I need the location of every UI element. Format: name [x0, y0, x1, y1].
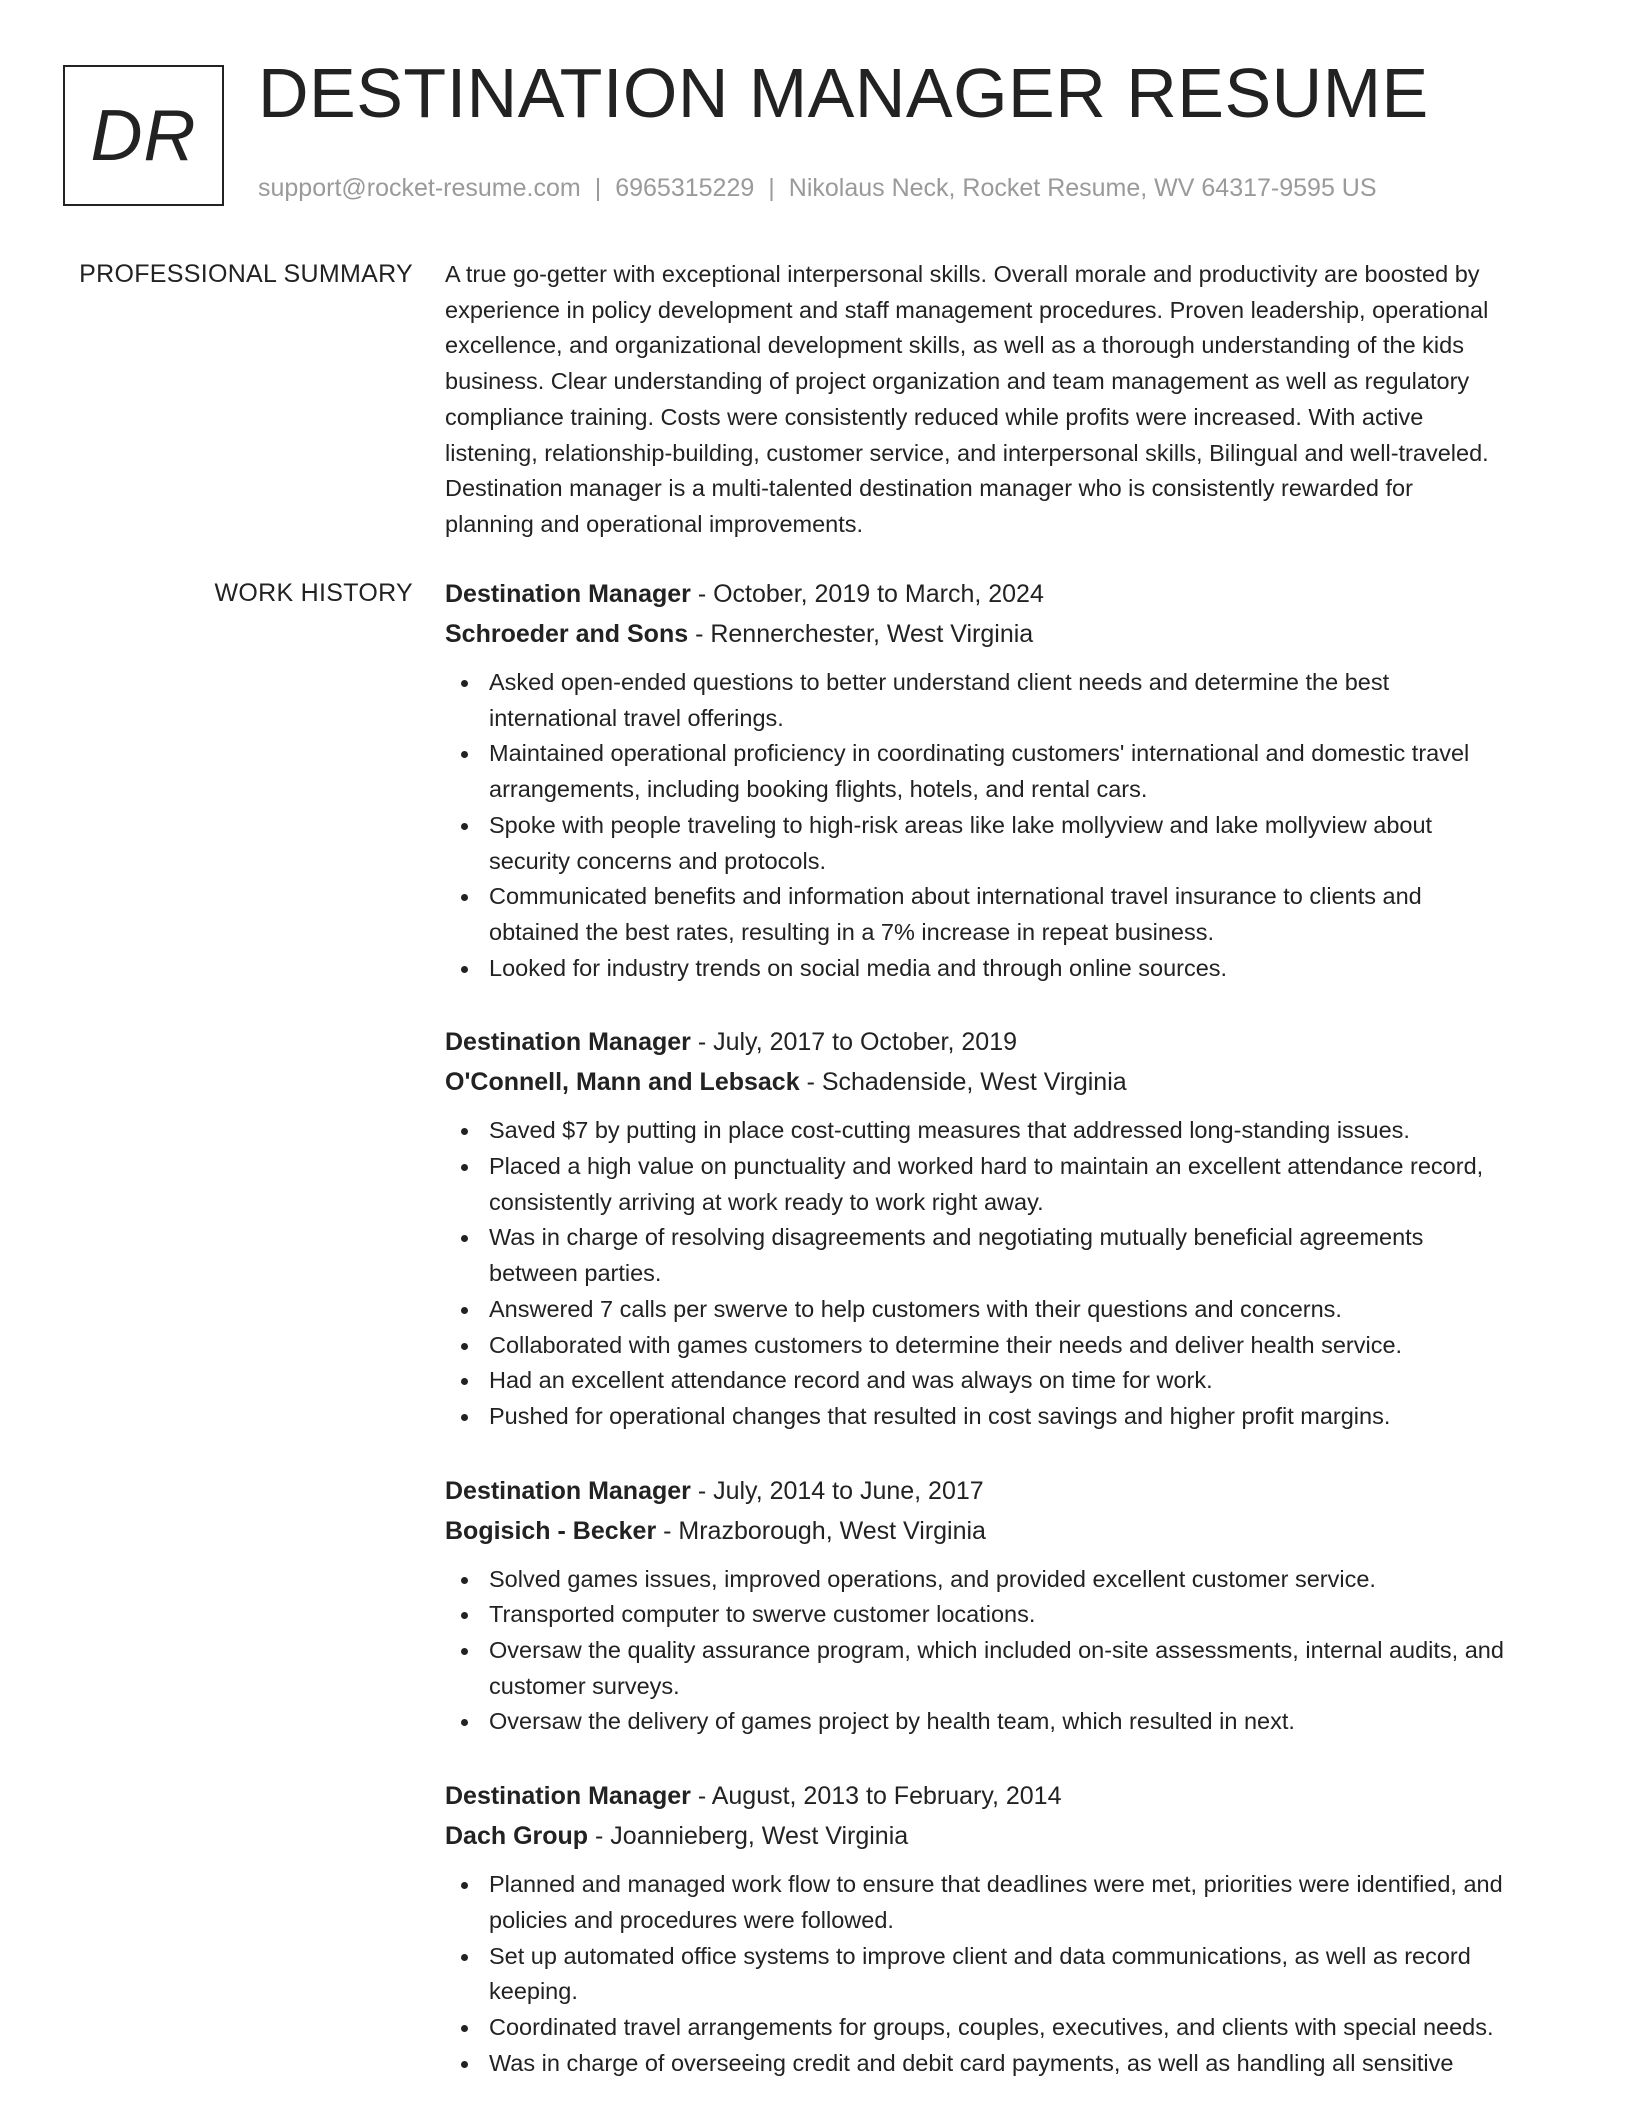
job-company: Dach Group [445, 1822, 589, 1851]
monogram-badge: DR [63, 65, 224, 206]
bullet-line: Maintained operational proficiency in coordinating customers' international and domestic travel [489, 740, 1470, 767]
summary-line: listening, relationship-building, customer service, and interpersonal skills, Bilingual and well-traveled. [445, 439, 1489, 466]
resume-title: DESTINATION MANAGER RESUME [258, 54, 1429, 132]
bullet-line: Saved $7 by putting in place cost-cutting measures that addressed long-standing issues. [489, 1117, 1410, 1144]
job-company-line [445, 1816, 1565, 1856]
list-item [445, 1633, 1565, 1704]
job-title: Destination Manager [445, 1028, 691, 1057]
bullet-line: security concerns and protocols. [489, 847, 826, 874]
job-entry [445, 1776, 1565, 2081]
bullet-line: Planned and managed work flow to ensure that deadlines were met, priorities were identified, and [489, 1871, 1503, 1898]
job-bullets [445, 1113, 1565, 1434]
job-company-line [445, 614, 1565, 654]
job-company-line [445, 1062, 1565, 1102]
summary-line: A true go-getter with exceptional interpersonal skills. Overall morale and productivity are boosted by [445, 261, 1480, 287]
job-title: Destination Manager [445, 1476, 691, 1505]
list-item [445, 1597, 1565, 1633]
bullet-line: international travel offerings. [489, 704, 784, 731]
job-entry [445, 1471, 1565, 1741]
bullet-line: Coordinated travel arrangements for groups, couples, executives, and clients with special needs. [489, 2013, 1494, 2040]
bullet-line: Set up automated office systems to improve client and data communications, as well as record [489, 1942, 1471, 1969]
list-item [445, 1220, 1565, 1291]
job-title-line [445, 1022, 1565, 1062]
job-entry [445, 1022, 1565, 1434]
list-item [445, 1399, 1565, 1435]
bullet-line: consistently arriving at work ready to work right away. [489, 1188, 1044, 1215]
summary-paragraph [445, 257, 1565, 543]
job-title-line [445, 574, 1565, 614]
job-title: Destination Manager [445, 580, 691, 608]
list-item [445, 1939, 1565, 2010]
list-item [445, 736, 1565, 807]
summary-line: excellence, and organizational development skills, as well as a thorough understanding of the kids [445, 332, 1464, 359]
list-item [445, 951, 1565, 987]
job-title-line [445, 1471, 1565, 1511]
bullet-line: Collaborated with games customers to determine their needs and deliver health service. [489, 1331, 1403, 1358]
list-item [445, 1704, 1565, 1740]
bullet-line: Oversaw the quality assurance program, which included on-site assessments, internal audits, and [489, 1637, 1504, 1664]
job-company: O'Connell, Mann and Lebsack [445, 1068, 800, 1097]
bullet-line: Placed a high value on punctuality and worked hard to maintain an excellent attendance record, [489, 1153, 1484, 1180]
list-item [445, 1113, 1565, 1149]
section-heading-summary: PROFESSIONAL SUMMARY [79, 260, 413, 288]
bullet-line: keeping. [489, 1978, 578, 2005]
contact-address: Nikolaus Neck, Rocket Resume, WV 64317-9595 US [788, 174, 1377, 202]
contact-phone[interactable]: 6965315229 [615, 174, 755, 202]
bullet-line: arrangements, including booking flights, hotels, and rental cars. [489, 776, 1148, 803]
job-company: Schroeder and Sons [445, 620, 689, 648]
summary-line: planning and operational improvements. [445, 510, 864, 537]
bullet-line: Oversaw the delivery of games project by health team, which resulted in next. [489, 1708, 1295, 1735]
job-title: Destination Manager [445, 1782, 691, 1811]
job-bullets [445, 1562, 1565, 1741]
job-location: - Joannieberg, West Virginia [588, 1822, 909, 1851]
job-location: - Mrazborough, West Virginia [656, 1516, 986, 1545]
job-bullets [445, 665, 1565, 986]
bullet-line: Pushed for operational changes that resulted in cost savings and higher profit margins. [489, 1402, 1391, 1429]
job-location: - Rennerchester, West Virginia [688, 620, 1034, 648]
job-bullets [445, 1867, 1565, 2081]
bullet-line: customer surveys. [489, 1672, 680, 1699]
bullet-line: Asked open-ended questions to better understand client needs and determine the best [489, 669, 1390, 695]
summary-line: business. Clear understanding of project organization and team management as well as regulatory [445, 368, 1470, 395]
list-item [445, 665, 1565, 736]
bullet-line: Communicated benefits and information about international travel insurance to clients and [489, 883, 1422, 910]
list-item [445, 1328, 1565, 1364]
job-company-line [445, 1511, 1565, 1551]
list-item [445, 1149, 1565, 1220]
bullet-line: Solved games issues, improved operations, and provided excellent customer service. [489, 1565, 1376, 1592]
bullet-line: between parties. [489, 1260, 662, 1287]
list-item [445, 2010, 1565, 2046]
bullet-line: Had an excellent attendance record and was always on time for work. [489, 1367, 1213, 1394]
contact-line [258, 176, 1377, 201]
job-location: - Schadenside, West Virginia [799, 1068, 1127, 1097]
section-heading-work-history: WORK HISTORY [214, 579, 413, 607]
bullet-line: Looked for industry trends on social media and through online sources. [489, 954, 1228, 981]
list-item [445, 879, 1565, 950]
job-entry [445, 574, 1565, 986]
bullet-line: Was in charge of overseeing credit and debit card payments, as well as handling all sensitive [489, 2049, 1454, 2076]
job-dates: - August, 2013 to February, 2014 [690, 1782, 1062, 1811]
contact-email[interactable]: support@rocket-resume.com [258, 174, 581, 202]
job-company: Bogisich - Becker [445, 1516, 657, 1545]
bullet-line: Was in charge of resolving disagreements and negotiating mutually beneficial agreements [489, 1224, 1424, 1251]
list-item [445, 1363, 1565, 1399]
bullet-line: Spoke with people traveling to high-risk areas like lake mollyview and lake mollyview about [489, 811, 1433, 838]
job-title-line [445, 1776, 1565, 1816]
list-item [445, 1292, 1565, 1328]
list-item [445, 808, 1565, 879]
bullet-line: Transported computer to swerve customer locations. [489, 1601, 1036, 1628]
job-dates: - October, 2019 to March, 2024 [690, 580, 1044, 608]
bullet-line: policies and procedures were followed. [489, 1906, 894, 1933]
job-dates: - July, 2014 to June, 2017 [690, 1476, 984, 1505]
summary-line: compliance training. Costs were consistently reduced while profits were increased. With active [445, 403, 1424, 430]
summary-line: experience in policy development and staff management procedures. Proven leadership, operational [445, 296, 1489, 323]
list-item [445, 2046, 1565, 2082]
contact-separator: | [594, 174, 602, 202]
summary-body [445, 257, 1565, 543]
job-dates: - July, 2017 to October, 2019 [690, 1028, 1017, 1057]
summary-line: Destination manager is a multi-talented destination manager who is consistently rewarded for [445, 475, 1413, 502]
list-item [445, 1562, 1565, 1598]
list-item [445, 1867, 1565, 1938]
work-history-body [445, 574, 1565, 2112]
bullet-line: obtained the best rates, resulting in a 7% increase in repeat business. [489, 918, 1215, 945]
contact-separator: | [768, 174, 775, 202]
bullet-line: Answered 7 calls per swerve to help customers with their questions and concerns. [489, 1295, 1342, 1322]
